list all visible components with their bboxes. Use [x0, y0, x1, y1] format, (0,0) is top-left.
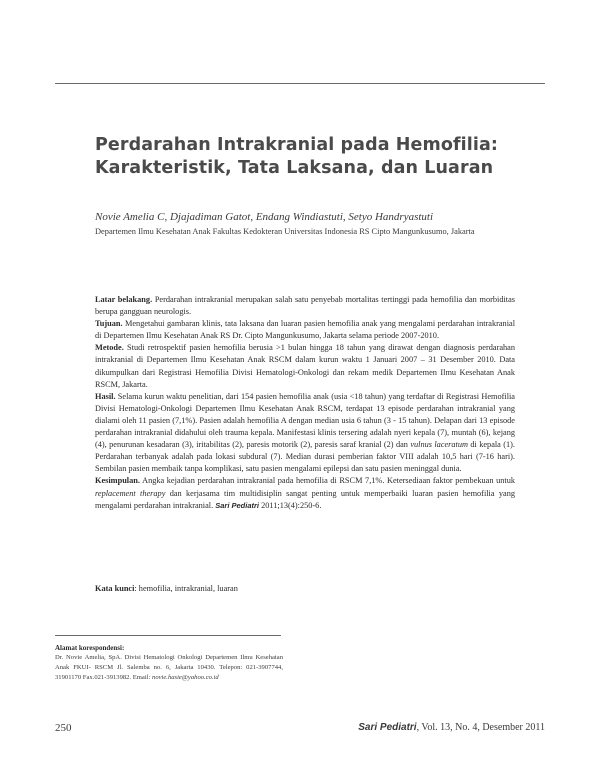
header-rule	[55, 83, 545, 84]
abstract-method	[95, 342, 515, 390]
result-text-1: Selama kurun waktu penelitian, dari 154 pasien hemofilia anak (usia <18 tahun) yang terdaftar di Registrasi Hemofilia Divisi Hematologi-Onkologi Departemen Ilmu Kesehatan Anak RSCM, terdapat 13 episode perdarahan intrakranial yang dialami oleh 11 pasien (7,1%). Pasien adalah hemofilia A dengan median usia 6 tahun (3 - 15 tahun). Delapan dari 13 episode perdarahan intrakranial didahului oleh trauma kepala. Manifestasi klinis tersering adalah nyeri kepala (7), muntah (6), kejang (4), penurunan kesadaran (3), iritabilitas (2), paresis motorik (2), paresis saraf kranial (2) dan	[95, 391, 515, 450]
aim-text: Mengetahui gambaran klinis, tata laksana dan luaran pasien hemofilia anak yang mengalami perdarahan intrakranial di Departemen Ilmu Kesehatan Anak RS Dr. Cipto Mangunkusumo, Jakarta selama periode 2007-2010.	[95, 319, 515, 341]
result-label: Hasil.	[95, 391, 116, 401]
background-text: Perdarahan intrakranial merupakan salah satu penyebab mortalitas tertinggi pada hemofilia dan morbiditas berupa gangguan neurologis.	[95, 295, 515, 317]
background-label: Latar belakang.	[95, 295, 153, 304]
abstract-aim	[95, 318, 515, 342]
aim-label: Tujuan.	[95, 319, 123, 329]
footer-issue: , Vol. 13, No. 4, Desember 2011	[416, 722, 545, 733]
result-text-2: di kepala (1). Perdarahan terbanyak adalah pada lokasi subdural (7). Median durasi pemberian faktor VIII adalah 10,5 hari (7-16 hari). Sembilan pasien membaik tanpa komplikasi, satu pasien mengalami epilepsi dan satu pasien meninggal dunia.	[95, 440, 515, 474]
conclusion-label: Kesimpulan.	[95, 476, 140, 486]
correspondence-body	[55, 653, 283, 683]
correspondence-address: Dr. Novie Amelia, SpA. Divisi Hematologi Onkologi Departemen Ilmu Kesehatan Anak FKUI- RSCM Jl. Salemba no. 6, Jakarta 10430. Telepon: 021-3907744, 3190117​0 Fax.021-3913982. Email:	[55, 654, 283, 681]
page-number: 250	[55, 722, 72, 734]
result-italic-term: vulnus laceratum	[410, 440, 468, 450]
correspondence-heading: Alamat korespondensi:	[55, 644, 125, 652]
abstract-result	[95, 391, 515, 476]
article-title	[95, 134, 555, 180]
title-line-1: Perdarahan Intrakranial pada Hemofilia:	[95, 135, 498, 155]
keywords-label: Kata kunci	[95, 584, 135, 593]
correspondence-note	[55, 643, 283, 683]
method-text: Studi retrospektif pasien hemofilia berusia >1 bulan hingga 18 tahun yang dirawat dengan diagnosis perdarahan intrakranial di Departemen Ilmu Kesehatan Anak RSCM dalam kurun waktu 1 Januari 2007 – 31 Desember 2010. Data dikumpulkan dari Registrasi Hemofilia Divisi Hematologi-Onkologi dan rekam medik Departemen Ilmu Kesehatan Anak RSCM, Jakarta.	[95, 343, 515, 389]
running-footer	[358, 722, 545, 733]
method-label: Metode.	[95, 343, 124, 353]
correspondence-email[interactable]: novie.hasie@yahoo.co.id	[152, 674, 219, 681]
abstract-background	[95, 294, 515, 318]
abstract-conclusion	[95, 475, 515, 511]
conclusion-text-2: dan kerjasama tim multidisiplin sangat penting untuk memperbaiki luaran pasien hemofilia yang mengalami perdarahan intrakranial.	[95, 488, 515, 510]
footnote-rule	[55, 635, 281, 636]
author-affiliation: Departemen Ilmu Kesehatan Anak Fakultas Kedokteran Universitas Indonesia RS Cipto Mangunkusumo, Jakarta	[95, 227, 475, 236]
footer-journal-name: Sari Pediatri	[358, 722, 417, 733]
journal-name-inline: Sari Pediatri	[215, 500, 260, 510]
conclusion-text-1: Angka kejadian perdarahan intrakranial pada hemofilia di RSCM 7,1%. Ketersediaan faktor pembekuan untuk	[139, 476, 515, 486]
conclusion-italic-term: replacement therapy	[95, 488, 166, 498]
citation: 2011;13(4):250-6.	[259, 500, 322, 510]
abstract	[95, 294, 515, 512]
author-list: Novie Amelia C, Djajadiman Gatot, Endang Windiastuti, Setyo Handryastuti	[95, 211, 434, 223]
keywords	[95, 584, 238, 593]
title-line-2: Karakteristik, Tata Laksana, dan Luaran	[95, 158, 494, 178]
keywords-text: : hemofilia, intrakranial, luaran	[134, 584, 238, 593]
